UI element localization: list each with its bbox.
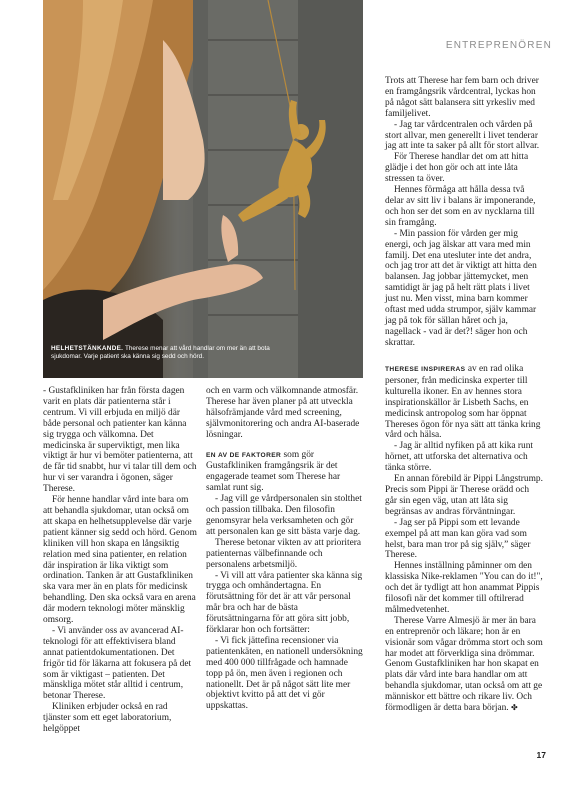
paragraph: Hennes förmåga att hålla dessa två delar av sitt liv i balans är imponerande, och hon ser det som en av nycklarna till sin framgång. [385, 185, 536, 228]
photo-illustration [43, 0, 363, 378]
paragraph-with-lead [385, 364, 543, 441]
paragraph: - Jag tar vårdcentralen och vården på stort allvar, men generellt i livet tenderar jag att inte ta saker på allt för stort allvar. [385, 119, 540, 152]
paragraph: - Min passion för vården ger mig energi, och jag älskar att vara med min familj. Det ena utesluter inte det andra, och jag tror att det är viktigt att hitta den balansen. Jag jobbar jättemycket, men samtidigt är jag på helt rätt plats i livet just nu. Men visst, mina barn kommer oftast med udda strumpor, själv kammar jag på tok för sällan håret och ja, nagellack - vad är det?! säger hon och skrattar. [385, 228, 537, 348]
end-mark-icon: ✤ [511, 703, 518, 713]
paragraph: - Jag är alltid nyfiken på att kika runt hörnet, att utforska det alternativa och tänka större. [385, 441, 534, 474]
photo-caption [51, 345, 291, 360]
paragraph: För henne handlar vård inte bara om att behandla sjukdomar, utan också om att skapa en helhetsupplevelse där varje patient känner sig sedd och hörd. Genom kliniken vill hon skapa en långsiktig relation med sina patienter, en relation där inspiration är lika viktigt som ordination. Tanken är att Gustafkliniken ska vara mer än en plats för medicinsk behandling. Den ska också vara en arena där modern teknologi möter mänsklig omsorg. [43, 495, 197, 626]
paragraph: - Vi fick jättefina recensioner via patientenkäten, en nationell undersökning med 400 000 tillfrågade och hamnade topp på ön, men även i regionen och nationellt. Det är på något sätt lite mer objektivt kvitto på att det vi gör uppskattas. [206, 635, 363, 712]
lead-in: THERESE INSPIRERAS [385, 366, 466, 373]
article-column-2 [206, 386, 364, 712]
section-label: ENTREPRENÖREN [445, 40, 552, 51]
paragraph: Therese betonar vikten av att prioritera patienternas välbefinnande och personalens arbetsmiljö. [206, 537, 362, 570]
paragraph [385, 616, 543, 714]
lead-in: EN AV DE FAKTORER [206, 451, 282, 459]
article-column-3-top [385, 76, 543, 349]
paragraph-text: Therese Varre Almesjö är mer än bara en entreprenör och läkare; hon är en visionär som vågar drömma stort och som har modet att förverkliga sina drömmar. Genom Gustafkliniken har hon skapat en plats där vård inte bara handlar om att behandla sjukdomar, utan också om att ge människor ett bättre och rikare liv. Och förmodligen är detta bara början. [385, 615, 543, 714]
paragraph-text: av en rad olika personer, från medicinska experter till kulturella ikoner. En av hennes stora inspirationskällor är Lisbeth Sachs, en medicinsk antropolog som har öppnat Thereses ögon för nya sätt att tänka kring vård och hälsa. [385, 364, 541, 441]
paragraph: Trots att Therese har fem barn och driver en framgångsrik vårdcentral, lyckas hon på något sätt balansera sitt yrkesliv med familjelivet. [385, 76, 539, 119]
page-number: 17 [536, 750, 546, 760]
paragraph: - Jag vill ge vårdpersonalen sin stolthet och passion tillbaka. Den filosofin genomsyrar hela verksamheten och gör att personalen kan ge sitt bästa varje dag. [206, 494, 362, 537]
paragraph: och en varm och välkomnande atmosfär. Therese har även planer på att utveckla hälsofrämjande vård med screening, självmonitorering och andra AI-baserade lösningar. [206, 386, 360, 440]
paragraph-with-lead [206, 450, 364, 495]
hero-photo [43, 0, 363, 378]
paragraph: - Gustafkliniken har från första dagen varit en plats där patienterna står i centrum. Vi vill erbjuda en miljö där både personal och patienter kan känna sig trygga och välkomna. Det medicinska är superviktigt, men lika viktigt är hur vi bemöter patienterna, att de får tid snabbt, hur vi talar till dem och hur vi ser varandra i ögonen, säger Therese. [43, 386, 197, 495]
article-column-3-bottom [385, 364, 543, 714]
paragraph: För Therese handlar det om att hitta glädje i det hon gör och att inte låta stressen ta över. [385, 152, 529, 185]
paragraph: - Jag ser på Pippi som ett levande exempel på att man kan göra vad som helst, bara man tror på sig själv,” säger Therese. [385, 517, 531, 561]
article-column-1 [43, 386, 197, 735]
paragraph: Hennes inställning påminner om den klassiska Nike-reklamen "You can do it!", och det är tydligt att hon anammat Pippis filosofi när det kommer till oftilrerad målmedvetenhet. [385, 561, 543, 615]
paragraph-text: som gör Gustafkliniken framgångsrik är det engagerade teamet som Therese har samlat runt sig. [206, 449, 341, 494]
paragraph: - Vi använder oss av avancerad AI-teknologi för att effektivisera bland annat patientdokumentationen. Det frigör tid för läkarna att fokusera på det som är viktigast – patienten. Det mänskliga mötet står alltid i centrum, betonar Therese. [43, 625, 192, 702]
caption-text: Therese menar att vård handlar om mer än att bota sjukdomar. Varje patient ska känna sig sedd och hörd. [51, 345, 270, 360]
paragraph: - Vi vill att våra patienter ska känna sig trygga och omhändertagna. En förutsättning för det är att vår personal mår bra och har de bästa förutsättningarna för att göra sitt jobb, förklarar hon och fortsätter: [206, 570, 363, 636]
paragraph: En annan förebild är Pippi Långstrump. Precis som Pippi är Therese orädd och går sin egen väg, utan att låta sig begränsas av andras förväntningar. [385, 474, 543, 517]
caption-lead: HELHETSTÄNKANDE. [51, 345, 124, 352]
paragraph: Kliniken erbjuder också en rad tjänster som ett eget laboratorium, helgöppet [43, 702, 172, 735]
